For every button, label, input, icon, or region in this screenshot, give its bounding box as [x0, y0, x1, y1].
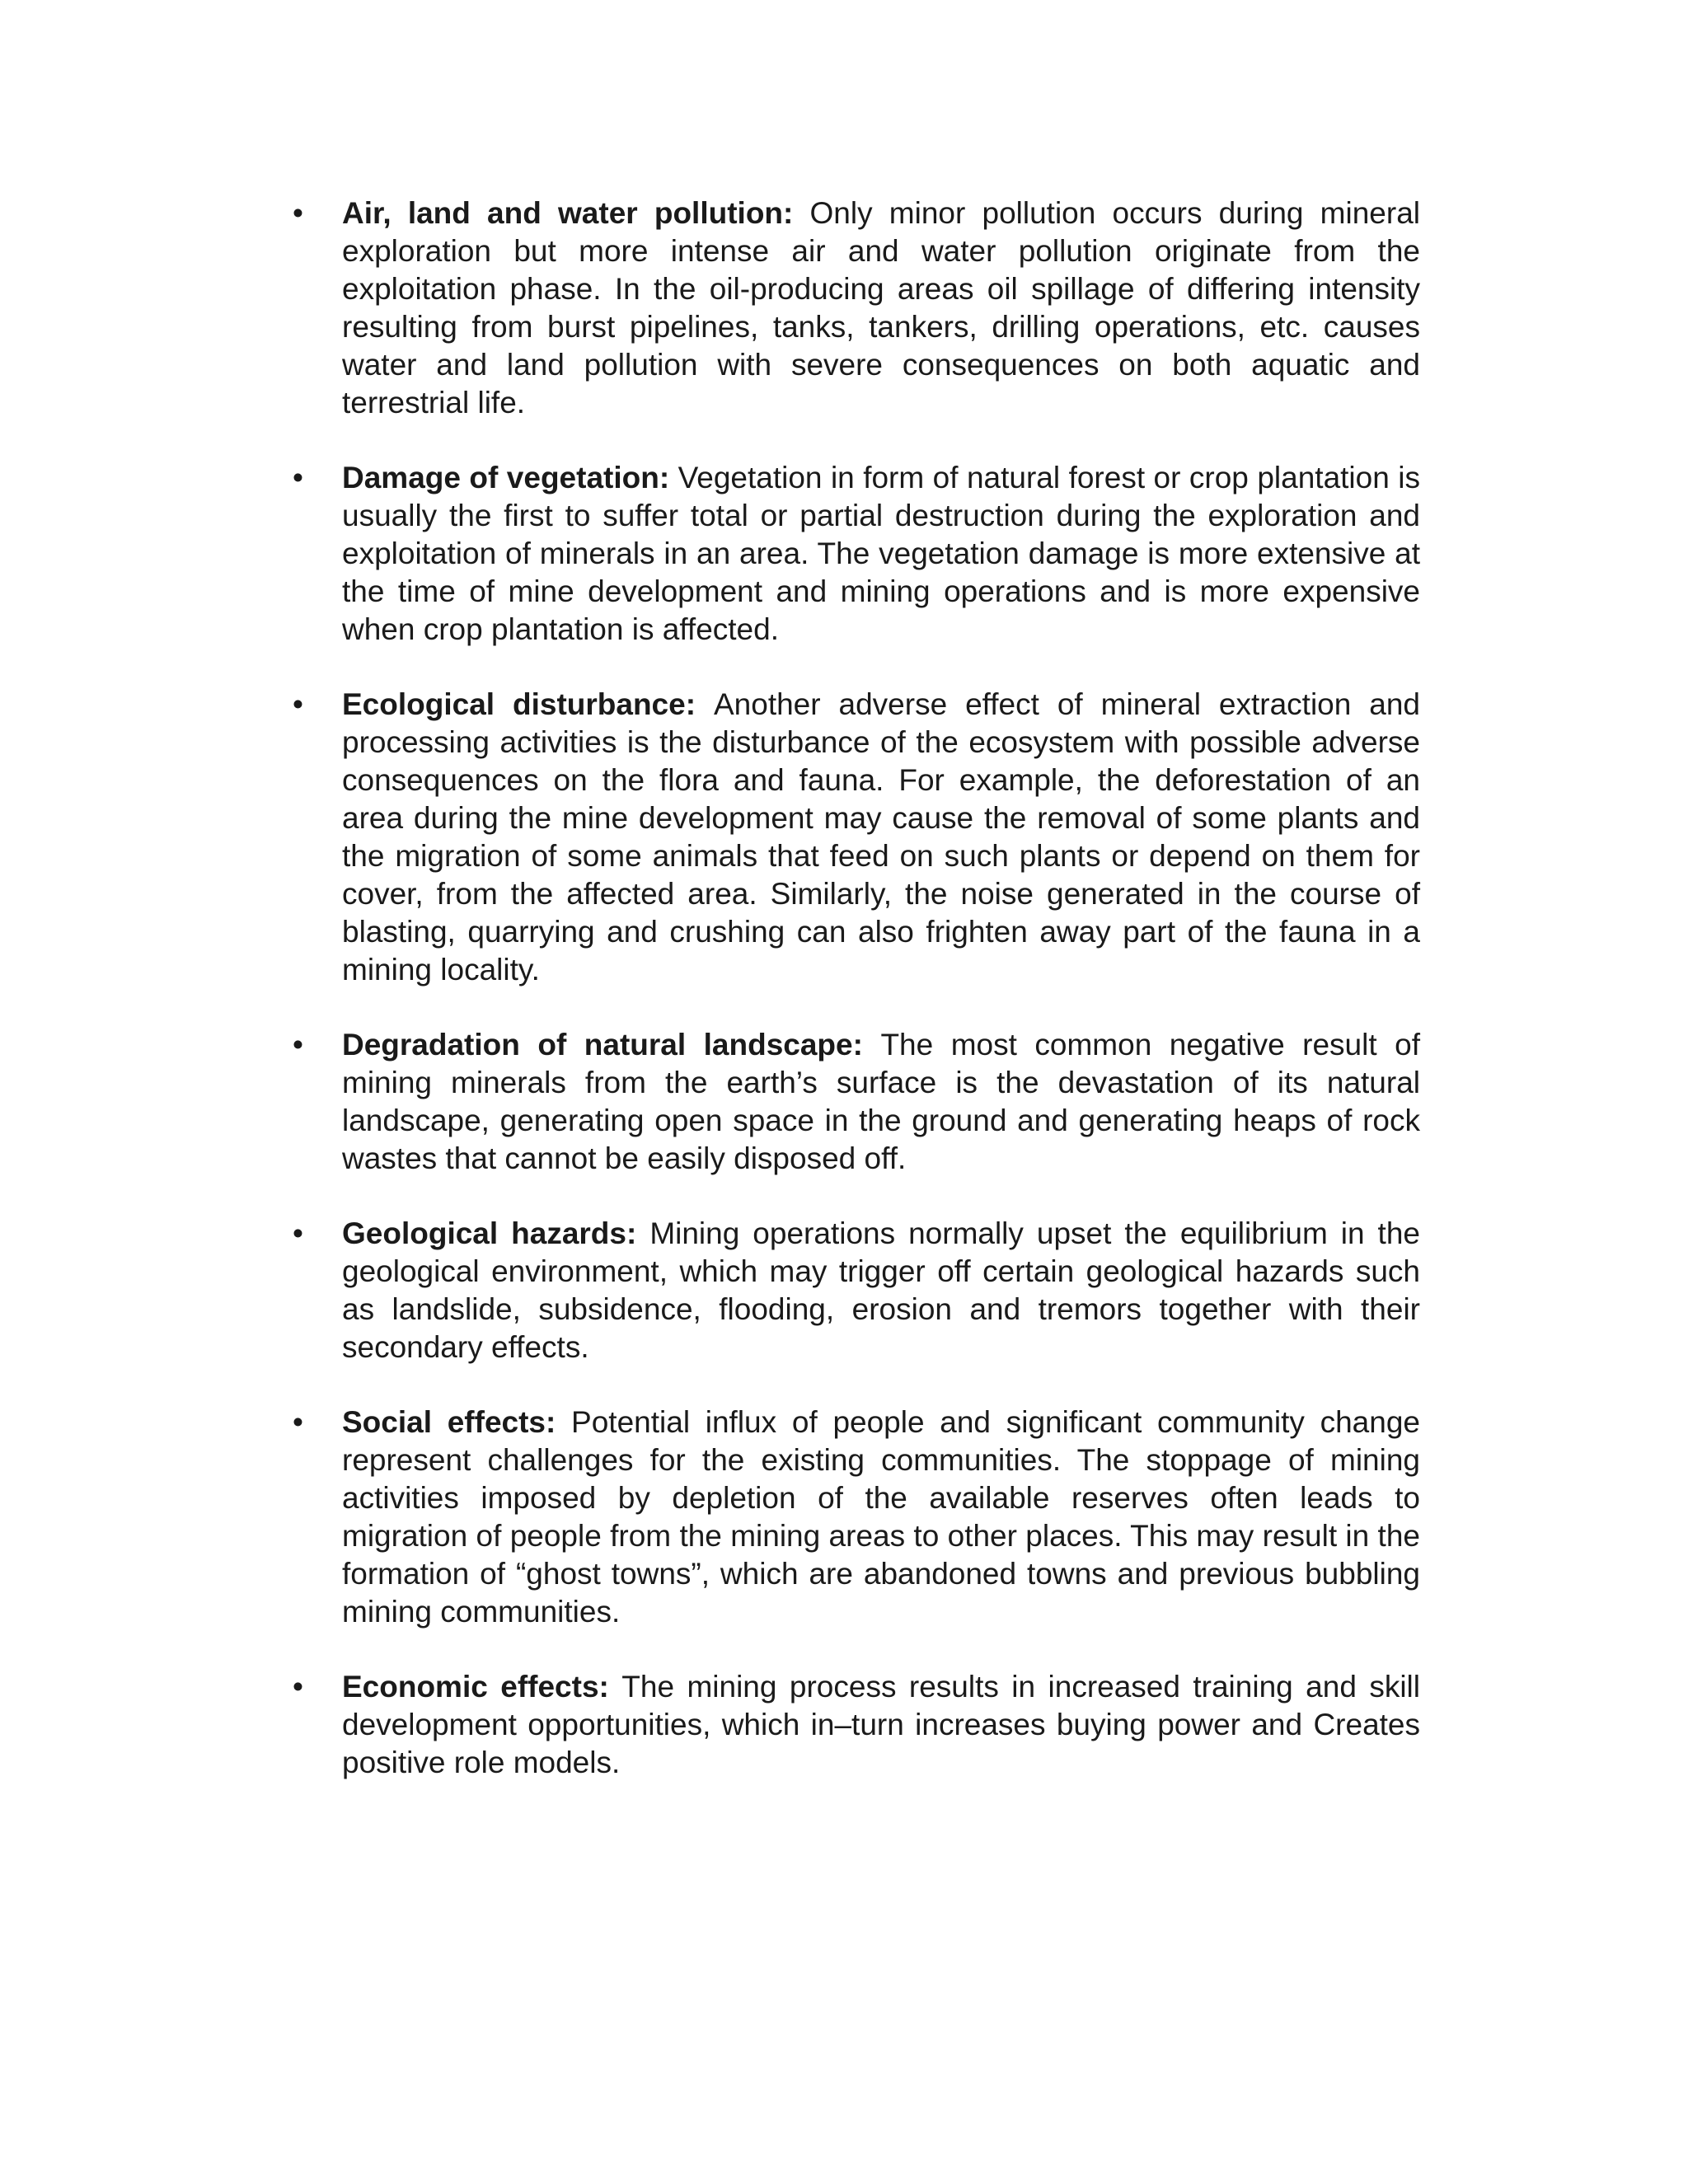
bullet-icon: •	[293, 461, 303, 494]
bullet-icon: •	[293, 1028, 303, 1062]
item-term: Social effects:	[342, 1405, 572, 1439]
list-item-damage-of-vegetation	[293, 459, 1420, 649]
item-term: Air, land and water pollution:	[342, 196, 810, 230]
item-term: Damage of vegetation:	[342, 461, 678, 494]
bullet-icon: •	[293, 687, 303, 721]
item-term: Geological hazards:	[342, 1216, 650, 1250]
item-text: Another adverse effect of mineral extraction and processing activities is the disturbance of the ecosystem with possible adverse consequences on the flora and fauna. For example, the deforestation of an area during the mine development may cause the removal of some plants and the migration of some animals that feed on such plants or depend on them for cover, from the affected area. Similarly, the noise generated in the course of blasting, quarrying and crushing can also frighten away part of the fauna in a mining locality.	[342, 687, 1421, 987]
list-item-social-effects	[293, 1404, 1420, 1631]
list-item-air-land-water-pollution	[293, 194, 1420, 422]
bullet-icon: •	[293, 196, 303, 230]
item-term: Ecological disturbance:	[342, 687, 714, 721]
item-text: Vegetation in form of natural forest or crop plantation is usually the first to suffer total or partial destruction during the exploration and exploitation of minerals in an area. The vegetation damage is more extensive at the time of mine development and mining operations and is more expensive when crop plantation is affected.	[342, 461, 1420, 646]
list-item-ecological-disturbance	[293, 686, 1420, 989]
item-text: Potential influx of people and significant community change represent challenges for the existing communities. The stoppage of mining activities imposed by depletion of the available reserves often leads to migration of people from the mining areas to other places. This may result in the formation of “ghost towns”, which are abandoned towns and previous bubbling mining communities.	[342, 1405, 1420, 1629]
item-text: Mining operations normally upset the equilibrium in the geological environment, which may trigger off certain geological hazards such as landslide, subsidence, flooding, erosion and tremors together with their secondary effects.	[342, 1216, 1420, 1364]
bullet-icon: •	[293, 1670, 303, 1704]
item-text: The mining process results in increased training and skill development opportunities, which in–turn increases buying power and Creates positive role models.	[342, 1670, 1420, 1779]
item-term: Economic effects:	[342, 1670, 622, 1704]
item-term: Degradation of natural landscape:	[342, 1028, 881, 1062]
mining-effects-list	[293, 194, 1420, 1782]
list-item-degradation-of-landscape	[293, 1026, 1420, 1178]
item-text: The most common negative result of mining minerals from the earth’s surface is the devastation of its natural landscape, generating open space in the ground and generating heaps of rock wastes that cannot be easily disposed off.	[342, 1028, 1420, 1175]
item-text: Only minor pollution occurs during mineral exploration but more intense air and water pollution originate from the exploitation phase. In the oil-producing areas oil spillage of differing intensity resulting from burst pipelines, tanks, tankers, drilling operations, etc. causes water and land pollution with severe consequences on both aquatic and terrestrial life.	[342, 196, 1420, 419]
bullet-icon: •	[293, 1216, 303, 1250]
document-body	[293, 194, 1420, 1819]
list-item-geological-hazards	[293, 1215, 1420, 1366]
bullet-icon: •	[293, 1405, 303, 1439]
list-item-economic-effects	[293, 1668, 1420, 1782]
